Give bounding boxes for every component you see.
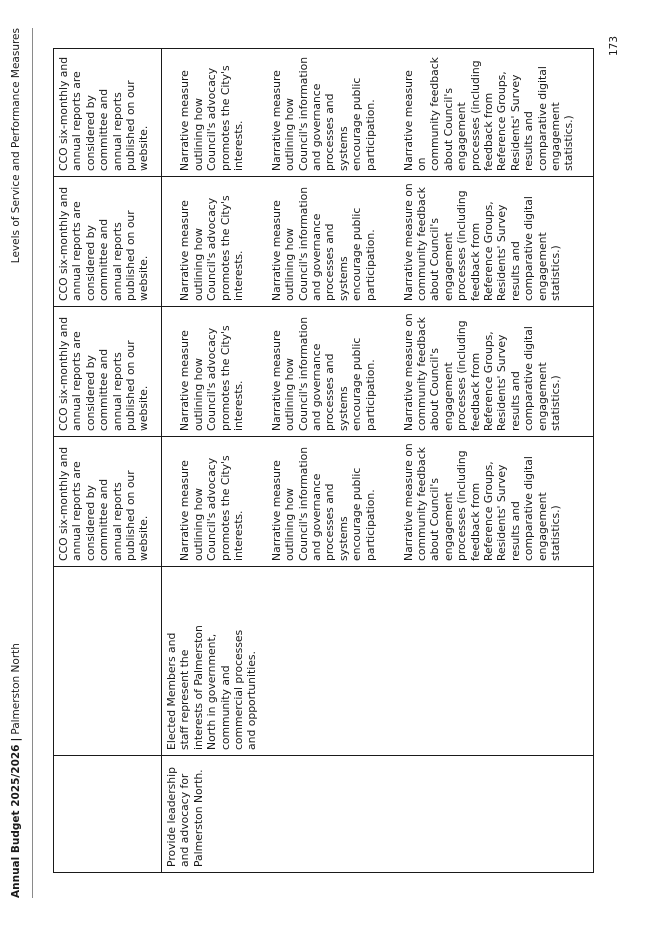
table-cell-measures-year2 <box>162 307 594 437</box>
table-cell-level-of-service: Provide leadership and advocacy for Palmerston North. <box>162 756 594 873</box>
table-cell-year1-header: CCO six-monthly and annual reports are considered by committee and annual reports published on our website. <box>54 437 162 567</box>
measure-advocacy: Narrative measure outlining how Council's advocacy promotes the City's interests. <box>178 65 246 171</box>
measure-participation: Narrative measure outlining how Council's information and governance processes and systems encourage public participation. <box>269 446 377 561</box>
page-header <box>10 28 30 898</box>
document-title: Annual Budget 2025/2026 <box>10 744 22 898</box>
measure-advocacy: Narrative measure outlining how Council's advocacy promotes the City's interests. <box>178 325 246 431</box>
measure-community-feedback: Narrative measure on community feedback about Council's engagement processes (including feedback from Reference Groups, Residents' Survey results and comparative digital engagement statistics.) <box>401 183 562 301</box>
measure-community-feedback: Narrative measure on community feedback about Council's engagement processes (including feedback from Reference Groups, Residents' Survey results and comparative digital engagement statistics.) <box>401 57 576 171</box>
header-rule <box>32 28 33 898</box>
measure-participation: Narrative measure outlining how Council's information and governance processes and systems encourage public participation. <box>269 56 377 171</box>
measure-participation: Narrative measure outlining how Council's information and governance processes and systems encourage public participation. <box>269 316 377 431</box>
header-left <box>10 643 22 898</box>
table-cell-description: Elected Members and staff represent the interests of Palmerston North in government, community and commercial processes and opportunities. <box>162 567 594 756</box>
header-separator: | <box>10 737 22 742</box>
page-number: 173 <box>608 36 620 57</box>
table-cell-level-of-service-header <box>54 756 162 873</box>
measure-community-feedback: Narrative measure on community feedback about Council's engagement processes (including feedback from Reference Groups, Residents' Survey results and comparative digital engagement statistics.) <box>401 443 562 561</box>
table-cell-measures-year3 <box>162 177 594 307</box>
section-title: Levels of Service and Performance Measures <box>10 28 22 264</box>
performance-table-wrapper <box>53 49 594 873</box>
table-cell-measures-year4 <box>162 49 594 177</box>
table-cell-year4-header: CCO six-monthly and annual reports are considered by committee and annual reports published on our website. <box>54 49 162 177</box>
measure-community-feedback: Narrative measure on community feedback about Council's engagement processes (including feedback from Reference Groups, Residents' Survey results and comparative digital engagement statistics.) <box>401 313 562 431</box>
measure-advocacy: Narrative measure outlining how Council's advocacy promotes the City's interests. <box>178 195 246 301</box>
table-cell-measures-year1 <box>162 437 594 567</box>
table-cell-description-header <box>54 567 162 756</box>
measure-participation: Narrative measure outlining how Council's information and governance processes and systems encourage public participation. <box>269 186 377 301</box>
table-cell-year2-header: CCO six-monthly and annual reports are considered by committee and annual reports published on our website. <box>54 307 162 437</box>
performance-table <box>53 48 594 873</box>
table-row <box>162 49 594 873</box>
document-subtitle: Palmerston North <box>10 643 22 735</box>
table-cell-year3-header: CCO six-monthly and annual reports are considered by committee and annual reports published on our website. <box>54 177 162 307</box>
table-row <box>54 49 162 873</box>
measure-advocacy: Narrative measure outlining how Council's advocacy promotes the City's interests. <box>178 455 246 561</box>
